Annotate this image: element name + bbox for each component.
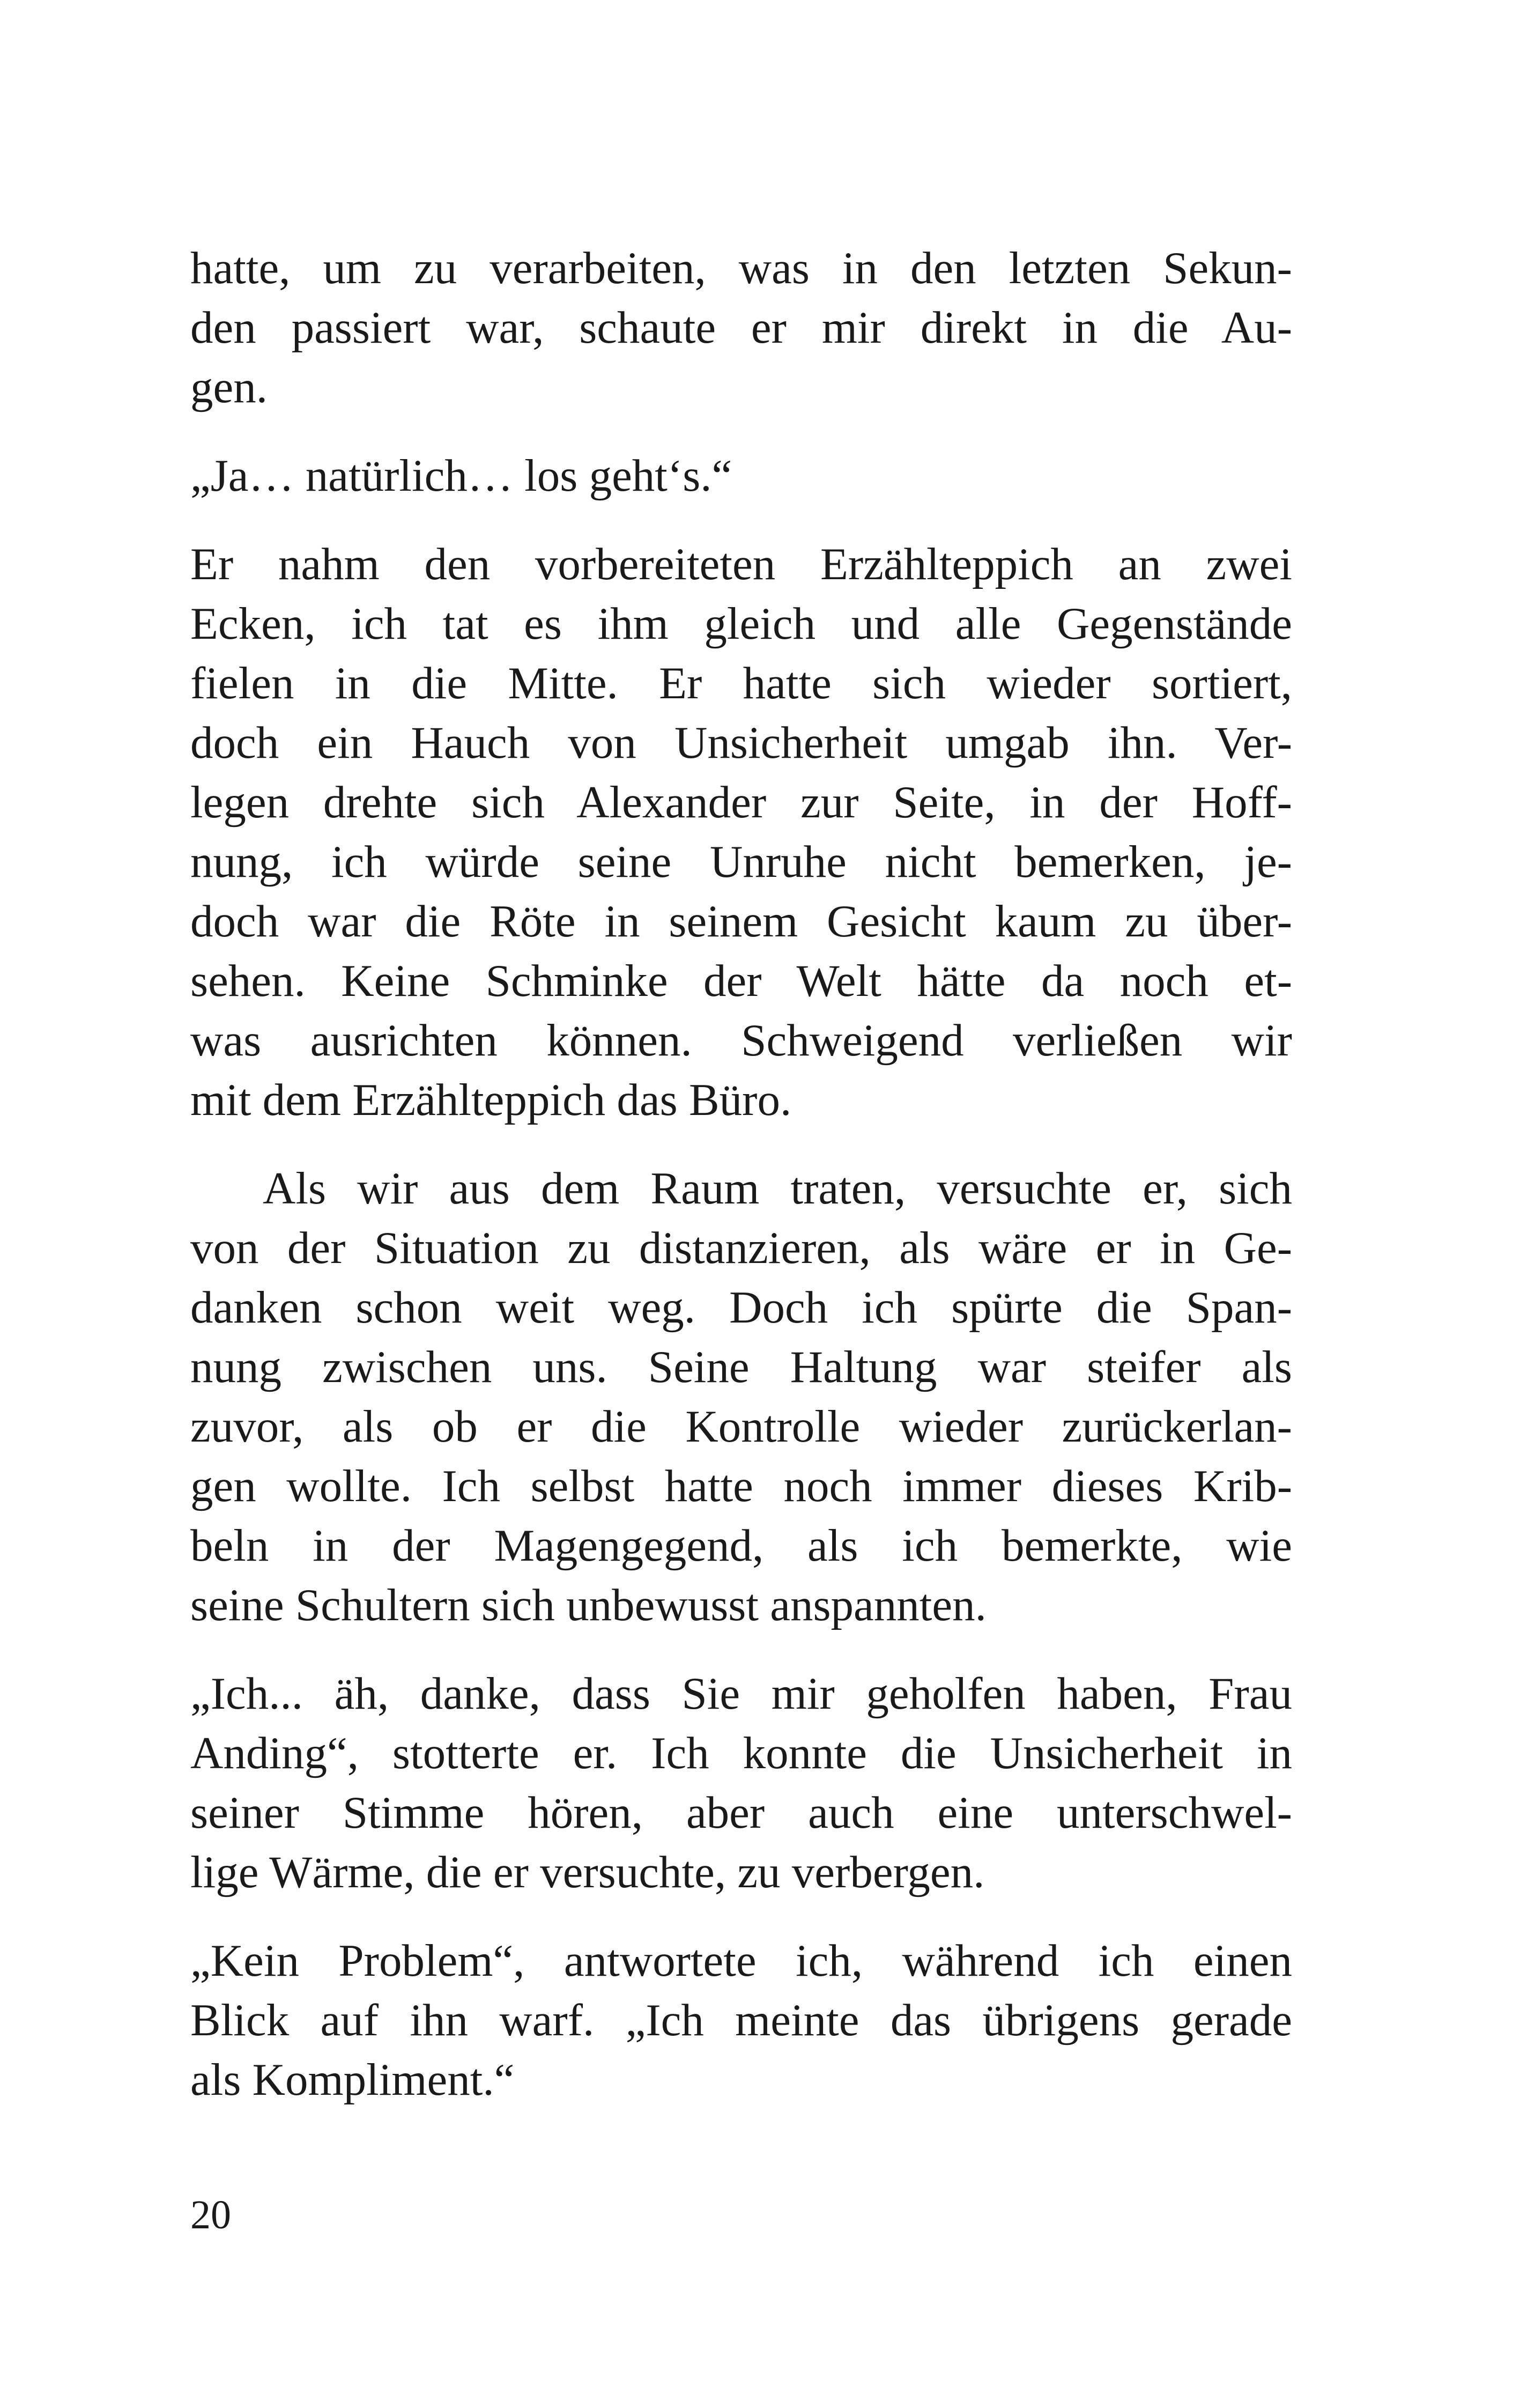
text-line: Anding“, stotterte er. Ich konnte die Unsicherheit in — [190, 1728, 1292, 1778]
text-line: nung, ich würde seine Unruhe nicht bemerken, je- — [190, 837, 1292, 887]
text-line: von der Situation zu distanzieren, als wäre er in Ge- — [190, 1223, 1292, 1273]
text-line: Ecken, ich tat es ihm gleich und alle Gegenstände — [190, 599, 1292, 649]
text-line: doch war die Röte in seinem Gesicht kaum zu über- — [190, 896, 1292, 947]
paragraph — [190, 1931, 1292, 2110]
text-line: hatte, um zu verarbeiten, was in den letzten Sekun- — [190, 243, 1292, 293]
text-line: nung zwischen uns. Seine Haltung war steifer als — [190, 1342, 1292, 1392]
text-line: fielen in die Mitte. Er hatte sich wieder sortiert, — [190, 658, 1292, 708]
text-line: Er nahm den vorbereiteten Erzählteppich an zwei — [190, 539, 1292, 589]
page-number: 20 — [190, 2192, 231, 2237]
text-line: „Ja… natürlich… los geht‘s.“ — [190, 450, 732, 501]
body-text — [190, 239, 1292, 2110]
paragraph — [190, 535, 1292, 1130]
text-line: gen. — [190, 362, 268, 412]
text-line: Blick auf ihn warf. „Ich meinte das übrigens gerade — [190, 1995, 1292, 2045]
text-line: sehen. Keine Schminke der Welt hätte da noch et- — [190, 956, 1292, 1006]
text-line: den passiert war, schaute er mir direkt in die Au- — [190, 302, 1292, 353]
text-line: „Ich... äh, danke, dass Sie mir geholfen haben, Frau — [190, 1668, 1292, 1719]
text-line: gen wollte. Ich selbst hatte noch immer dieses Krib- — [190, 1461, 1292, 1511]
text-line: „Kein Problem“, antwortete ich, während ich einen — [190, 1936, 1292, 1986]
text-line: seiner Stimme hören, aber auch eine unterschwel- — [190, 1787, 1292, 1838]
text-line: mit dem Erzählteppich das Büro. — [190, 1075, 792, 1125]
text-line: doch ein Hauch von Unsicherheit umgab ihn. Ver- — [190, 718, 1292, 768]
paragraph — [190, 446, 1292, 506]
text-line: lige Wärme, die er versuchte, zu verbergen. — [190, 1847, 985, 1897]
paragraph — [190, 239, 1292, 417]
text-line: Als wir aus dem Raum traten, versuchte er, sich — [263, 1163, 1292, 1214]
text-line: was ausrichten können. Schweigend verließen wir — [190, 1015, 1292, 1066]
text-line: beln in der Magengegend, als ich bemerkte, wie — [190, 1520, 1292, 1571]
text-line: als Kompliment.“ — [190, 2055, 515, 2105]
paragraph — [190, 1664, 1292, 1902]
text-line: seine Schultern sich unbewusst anspannten. — [190, 1580, 987, 1630]
text-line: legen drehte sich Alexander zur Seite, in der Hoff- — [190, 777, 1292, 828]
text-line: zuvor, als ob er die Kontrolle wieder zurückerlan- — [190, 1401, 1292, 1452]
paragraph — [190, 1159, 1292, 1635]
text-line: danken schon weit weg. Doch ich spürte die Span- — [190, 1282, 1292, 1333]
